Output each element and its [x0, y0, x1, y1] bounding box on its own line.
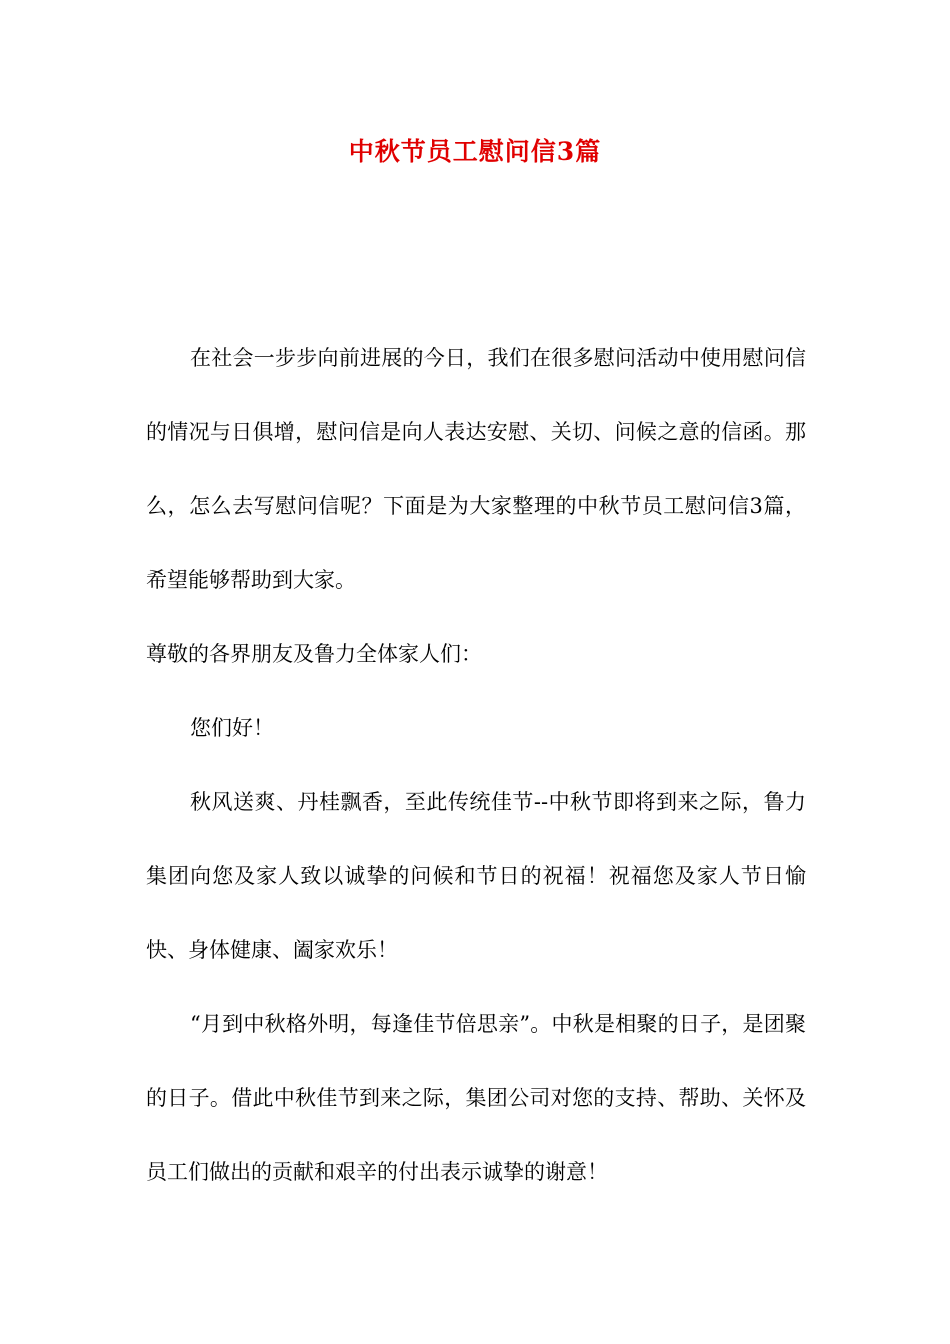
body-paragraph: 秋风送爽、丹桂飘香，至此传统佳节--中秋节即将到来之际，鲁力集团向您及家人致以诚挚的问候和节日的祝福！祝福您及家人节日愉快、身体健康、阖家欢乐！: [146, 790, 806, 962]
greeting: 您们好！: [190, 716, 274, 740]
body-paragraph: “月到中秋格外明，每逢佳节倍思亲”。中秋是相聚的日子，是团聚的日子。借此中秋佳节到来之际，集团公司对您的支持、帮助、关怀及员工们做出的贡献和艰辛的付出表示诚挚的谢意！: [146, 1012, 806, 1184]
intro-paragraph: 在社会一步步向前进展的今日，我们在很多慰问活动中使用慰问信的情况与日俱增，慰问信是向人表达安慰、关切、问候之意的信函。那么，怎么去写慰问信呢？下面是为大家整理的中秋节员工慰问信3篇，希望能够帮助到大家。: [146, 346, 806, 592]
salutation: 尊敬的各界朋友及鲁力全体家人们：: [146, 642, 482, 666]
document-title: 中秋节员工慰问信3篇: [348, 137, 602, 166]
document-body: [146, 321, 806, 1209]
